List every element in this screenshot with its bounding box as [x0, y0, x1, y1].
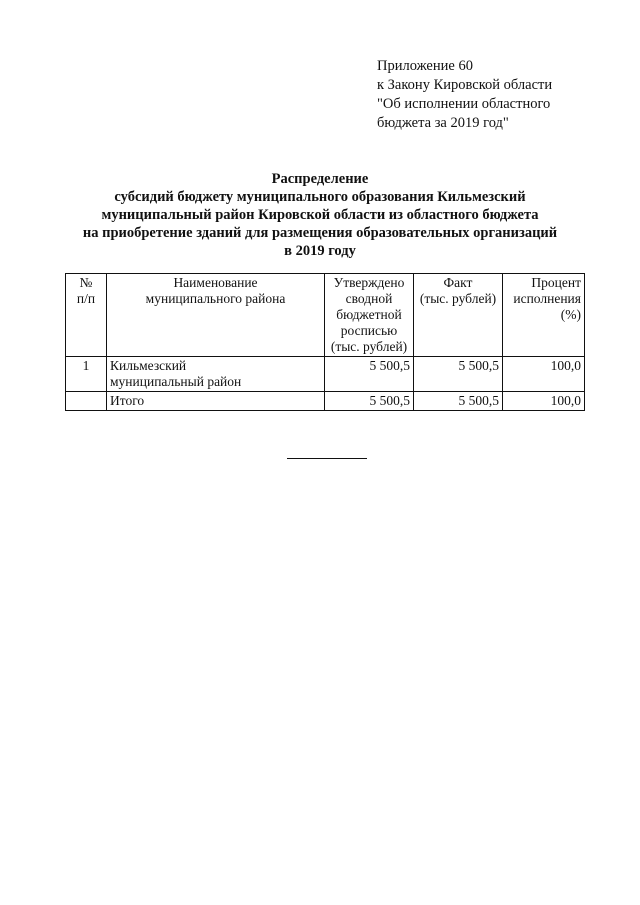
total-approved: 5 500,5	[325, 392, 414, 411]
title-line: на приобретение зданий для размещения образовательных организаций	[82, 225, 558, 241]
appendix-line: Приложение 60	[377, 58, 473, 74]
row-district-name: Кильмезский муниципальный район	[107, 357, 325, 392]
header-percent: Процент исполнения (%)	[503, 274, 585, 357]
header-approved: Утверждено сводной бюджетной росписью (тыс. рублей)	[325, 274, 414, 357]
title-line: субсидий бюджету муниципального образования Кильмезский	[114, 189, 526, 205]
total-percent: 100,0	[503, 392, 585, 411]
row-percent: 100,0	[503, 357, 585, 392]
appendix-reference	[377, 57, 617, 133]
total-number	[66, 392, 107, 411]
header-fact: Факт (тыс. рублей)	[414, 274, 503, 357]
header-district-name: Наименование муниципального района	[107, 274, 325, 357]
subsidy-table	[65, 273, 585, 411]
table-total-row	[66, 392, 585, 411]
row-fact: 5 500,5	[414, 357, 503, 392]
row-number: 1	[66, 357, 107, 392]
title-line: Распределение	[271, 171, 369, 187]
total-label: Итого	[107, 392, 325, 411]
end-separator-line	[287, 458, 367, 459]
header-number: № п/п	[66, 274, 107, 357]
document-title	[40, 170, 600, 260]
table-row	[66, 357, 585, 392]
table-header-row	[66, 274, 585, 357]
appendix-line: к Закону Кировской области	[377, 77, 553, 93]
row-approved: 5 500,5	[325, 357, 414, 392]
appendix-line: бюджета за 2019 год"	[377, 115, 509, 131]
title-line: в 2019 году	[284, 243, 356, 259]
appendix-line: "Об исполнении областного	[377, 96, 551, 112]
title-line: муниципальный район Кировской области из областного бюджета	[101, 207, 539, 223]
total-fact: 5 500,5	[414, 392, 503, 411]
